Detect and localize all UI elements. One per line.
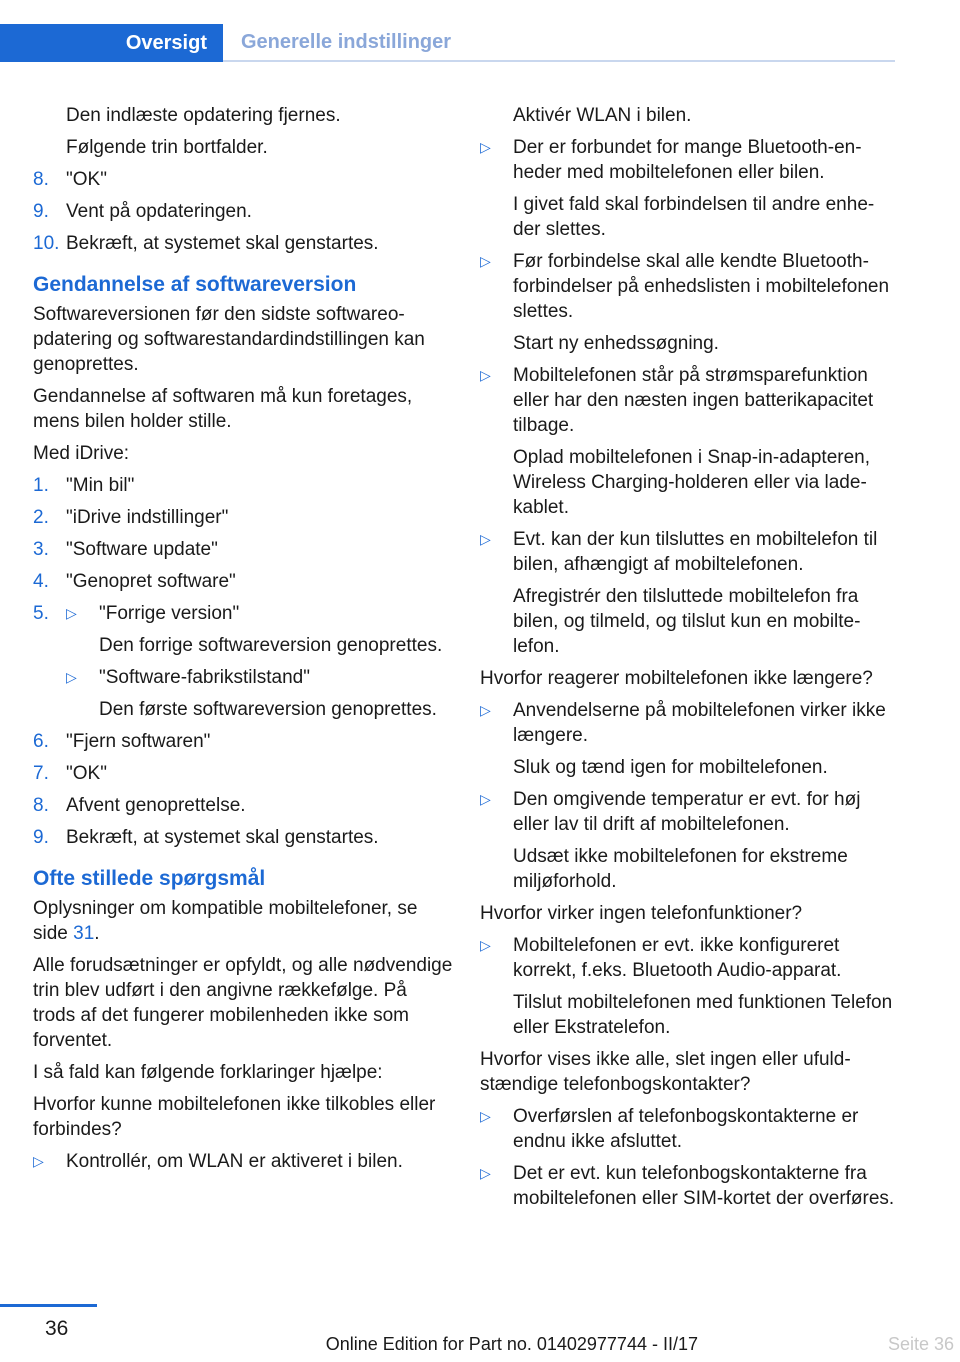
right-column (480, 103, 895, 1218)
step-number: 8. (33, 169, 49, 190)
triangle-bullet-icon: ▷ (480, 139, 491, 155)
text-span: . (94, 923, 100, 944)
page-number: 36 (45, 1317, 69, 1340)
triangle-bullet-icon: ▷ (66, 605, 77, 621)
bullet-text: Mobiltelefonen er evt. ikke konfigureret korrekt, f.eks. Bluetooth Audio-apparat. (513, 935, 842, 981)
list-item (480, 933, 895, 983)
option-text: "Forrige version" (99, 603, 240, 624)
bullet-text: Anvendelserne på mobiltelefonen virker ikke længere. (513, 700, 886, 746)
bullet-text: Kontrollér, om WLAN er aktiveret i bilen. (66, 1151, 403, 1172)
question: Hvorfor kunne mobiltelefonen ikke tilkobles eller forbindes? (33, 1094, 436, 1140)
step-number: 8. (33, 795, 49, 816)
step-text: "OK" (66, 763, 107, 784)
paragraph: Følgende trin bortfalder. (66, 137, 268, 158)
watermark: Seite 36 (887, 1334, 954, 1354)
bullet-text: Mobiltelefonen står på strømsparefunktion eller har den næsten ingen batterikapacitet tilbage. (513, 365, 874, 436)
triangle-bullet-icon: ▷ (480, 791, 491, 807)
list-item (480, 249, 895, 324)
step-text: "Software update" (66, 539, 218, 560)
bullet-text: Før forbindelse skal alle kendte Bluetooth-forbindelser på enhedslisten i mobiltelefonen slettes. (513, 251, 890, 322)
text-span: Oplysninger om kompatible mobiltelefoner, se side (33, 898, 418, 944)
list-item (480, 135, 895, 185)
bullet-text: Det er evt. kun telefonbogskontakterne fra mobiltelefonen eller SIM-kortet der overføres. (513, 1163, 895, 1209)
list-item (33, 825, 453, 850)
header-rule (0, 60, 223, 62)
list-item (33, 601, 453, 626)
triangle-bullet-icon: ▷ (66, 669, 77, 685)
step-text: Bekræft, at systemet skal genstartes. (66, 827, 379, 848)
page-link[interactable]: 31 (73, 923, 95, 944)
answer-text: Oplad mobiltelefonen i Snap-in-adapteren, Wireless Charging-holderen eller via ladekablet. (513, 447, 871, 518)
triangle-bullet-icon: ▷ (480, 531, 491, 547)
bullet-text: Evt. kan der kun tilsluttes en mobiltelefon til bilen, afhængigt af mobiltelefonen. (513, 529, 878, 575)
list-item (66, 665, 453, 690)
step-text: "Genopret software" (66, 571, 236, 592)
step-text: "Min bil" (66, 475, 135, 496)
answer-text: Udsæt ikke mobiltelefonen for ekstreme miljøforhold. (513, 846, 848, 892)
bullet-text: Der er forbundet for mange Bluetooth-enheder med mobiltelefonen eller bilen. (513, 137, 862, 183)
page-header (0, 24, 895, 62)
question: Hvorfor virker ingen telefonfunktioner? (480, 903, 803, 924)
tab-generelle-indstillinger[interactable]: Generelle indstillinger (223, 24, 895, 62)
section-heading: Gendannelse af softwareversion (33, 273, 357, 296)
question: Hvorfor vises ikke alle, slet ingen eller ufuldstændige telefonbogskontakter? (480, 1049, 851, 1095)
list-item (33, 793, 453, 818)
triangle-bullet-icon: ▷ (480, 1108, 491, 1124)
list-item (480, 787, 895, 837)
paragraph: I så fald kan følgende forklaringer hjælpe: (33, 1062, 383, 1083)
list-item (480, 698, 895, 748)
list-item (33, 761, 453, 786)
list-item (480, 363, 895, 438)
paragraph (33, 896, 453, 946)
list-item (480, 1104, 895, 1154)
triangle-bullet-icon: ▷ (480, 1165, 491, 1181)
option-text: "Software-fabrikstilstand" (99, 667, 310, 688)
paragraph: Softwareversionen før den sidste softwareopdatering og softwarestandardindstillingen kan genoprettes. (33, 304, 425, 375)
step-number: 9. (33, 827, 49, 848)
step-number: 4. (33, 571, 49, 592)
list-item (33, 1149, 453, 1174)
step-number: 1. (33, 475, 49, 496)
bullet-text: Overførslen af telefonbogskontakterne er endnu ikke afsluttet. (513, 1106, 859, 1152)
option-description: Den forrige softwareversion genoprettes. (99, 635, 443, 656)
step-text: Bekræft, at systemet skal genstartes. (66, 233, 379, 254)
answer-text: Tilslut mobiltelefonen med funktionen Telefon eller Ekstratelefon. (513, 992, 893, 1038)
step-number: 5. (33, 603, 49, 624)
step-number: 3. (33, 539, 49, 560)
triangle-bullet-icon: ▷ (480, 367, 491, 383)
left-column (33, 103, 453, 1181)
footer-rule (0, 1304, 97, 1307)
option-description: Den første softwareversion genoprettes. (99, 699, 437, 720)
list-item (33, 729, 453, 754)
answer-text: Aktivér WLAN i bilen. (513, 105, 692, 126)
triangle-bullet-icon: ▷ (480, 937, 491, 953)
list-item (480, 1161, 895, 1211)
paragraph: Den indlæste opdatering fjernes. (66, 105, 341, 126)
list-item (33, 569, 453, 594)
question: Hvorfor reagerer mobiltelefonen ikke længere? (480, 668, 873, 689)
triangle-bullet-icon: ▷ (480, 702, 491, 718)
answer-text: Afregistrér den tilsluttede mobiltelefon fra bilen, og tilmeld, og tilslut kun en mobiltelefon. (513, 586, 861, 657)
list-item (33, 473, 453, 498)
triangle-bullet-icon: ▷ (33, 1153, 44, 1169)
step-text: "iDrive indstillinger" (66, 507, 229, 528)
paragraph: Med iDrive: (33, 443, 130, 464)
bullet-text: Den omgivende temperatur er evt. for høj eller lav til drift af mobiltelefonen. (513, 789, 861, 835)
step-text: Vent på opdateringen. (66, 201, 252, 222)
list-item (480, 527, 895, 577)
answer-text: Start ny enhedssøgning. (513, 333, 719, 354)
edition-text: Online Edition for Part no. 01402977744 - II/17 (325, 1334, 698, 1354)
step-number: 10. (33, 233, 60, 254)
list-item (33, 537, 453, 562)
list-item (33, 199, 453, 224)
paragraph: Alle forudsætninger er opfyldt, og alle nødvendige trin blev udført i den angivne rækkefølge. På trods af det fungerer mobilenheden ikke som forventet. (33, 955, 453, 1051)
step-number: 7. (33, 763, 49, 784)
step-text: "Fjern softwaren" (66, 731, 211, 752)
list-item (33, 231, 453, 256)
section-heading: Ofte stillede spørgsmål (33, 867, 266, 890)
step-number: 9. (33, 201, 49, 222)
step-number: 6. (33, 731, 49, 752)
triangle-bullet-icon: ▷ (480, 253, 491, 269)
step-number: 2. (33, 507, 49, 528)
answer-text: I givet fald skal forbindelsen til andre enheder slettes. (513, 194, 875, 240)
list-item (33, 167, 453, 192)
tab-oversigt[interactable]: Oversigt (0, 24, 223, 62)
answer-text: Sluk og tænd igen for mobiltelefonen. (513, 757, 828, 778)
step-text: "OK" (66, 169, 107, 190)
step-text: Afvent genoprettelse. (66, 795, 246, 816)
paragraph: Gendannelse af softwaren må kun foretages, mens bilen holder stille. (33, 386, 413, 432)
list-item (33, 505, 453, 530)
